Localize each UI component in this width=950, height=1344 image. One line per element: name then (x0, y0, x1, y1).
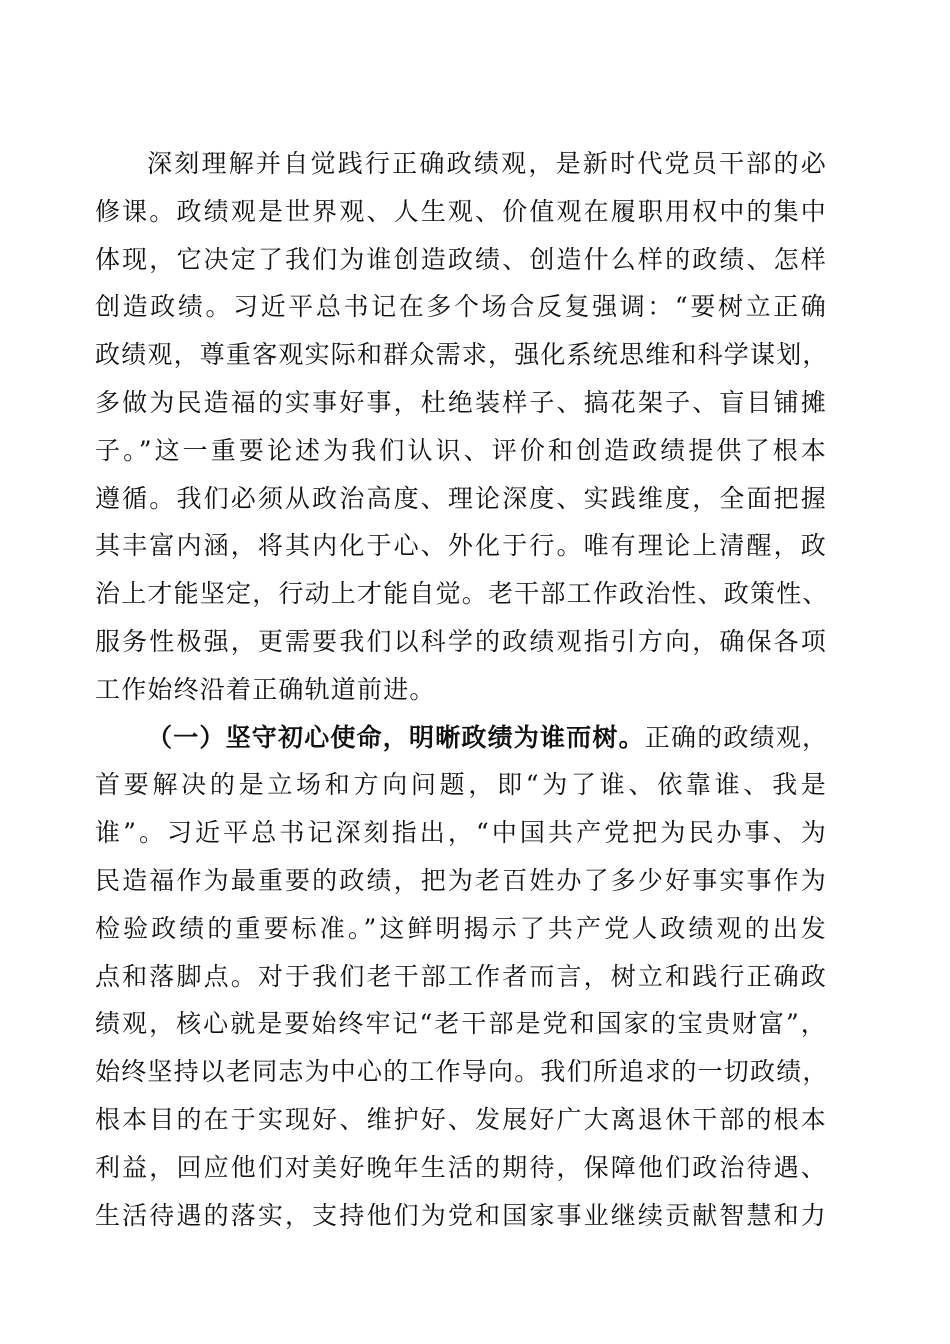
paragraph-line: 服务性极强，更需要我们以科学的政绩观指引方向，确保各项 (95, 626, 827, 656)
paragraph-line: 治上才能坚定，行动上才能自觉。老干部工作政治性、政策性、 (95, 579, 829, 609)
paragraph-line: 谁”。习近平总书记深刻指出，“中国共产党把为民办事、为 (95, 818, 827, 848)
paragraph-line: 根本目的在于实现好、维护好、发展好广大离退休干部的根本 (95, 1104, 827, 1134)
paragraph-line: 创造政绩。习近平总书记在多个场合反复强调：“要树立正确 (95, 292, 827, 322)
document-body (95, 140, 829, 1239)
paragraph-line: 子。”这一重要论述为我们认识、评价和创造政绩提供了根本 (95, 435, 827, 465)
paragraph-line: 绩观，核心就是要始终牢记“老干部是党和国家的宝贵财富”， (95, 1009, 827, 1039)
paragraph-line: 深刻理解并自觉践行正确政绩观，是新时代党员干部的必 (147, 149, 827, 178)
paragraph-line: 民造福作为最重要的政绩，把为老百姓办了多少好事实事作为 (95, 865, 827, 895)
paragraph-2 (95, 714, 829, 1240)
paragraph-line: 遵循。我们必须从政治高度、理论深度、实践维度，全面把握 (95, 483, 827, 513)
paragraph-line: 多做为民造福的实事好事，杜绝装样子、搞花架子、盲目铺摊 (95, 387, 827, 417)
paragraph-line: 检验政绩的重要标准。”这鲜明揭示了共产党人政绩观的出发 (95, 913, 827, 943)
paragraph-line: 首要解决的是立场和方向问题，即“为了谁、依靠谁、我是 (95, 770, 827, 800)
paragraph-1 (95, 140, 829, 714)
paragraph-line: 工作始终沿着正确轨道前进。 (95, 674, 436, 704)
paragraph-line: 利益，回应他们对美好晚年生活的期待，保障他们政治待遇、 (95, 1152, 827, 1182)
paragraph-line: 其丰富内涵，将其内化于心、外化于行。唯有理论上清醒，政 (95, 531, 827, 561)
section-heading: （一）坚守初心使命，明晰政绩为谁而树。 (147, 722, 645, 752)
paragraph-line: 点和落脚点。对于我们老干部工作者而言，树立和践行正确政 (95, 961, 827, 991)
paragraph-line: 生活待遇的落实，支持他们为党和国家事业继续贡献智慧和力 (95, 1200, 827, 1230)
paragraph-line-rest: 正确的政绩观， (644, 722, 829, 752)
paragraph-line: 始终坚持以老同志为中心的工作导向。我们所追求的一切政绩， (95, 1057, 829, 1087)
paragraph-line: 体现，它决定了我们为谁创造政绩、创造什么样的政绩、怎样 (95, 244, 827, 274)
paragraph-line: 修课。政绩观是世界观、人生观、价值观在履职用权中的集中 (95, 196, 827, 226)
paragraph-first-line (147, 714, 827, 762)
paragraph-line: 政绩观，尊重客观实际和群众需求，强化系统思维和科学谋划， (95, 340, 829, 370)
